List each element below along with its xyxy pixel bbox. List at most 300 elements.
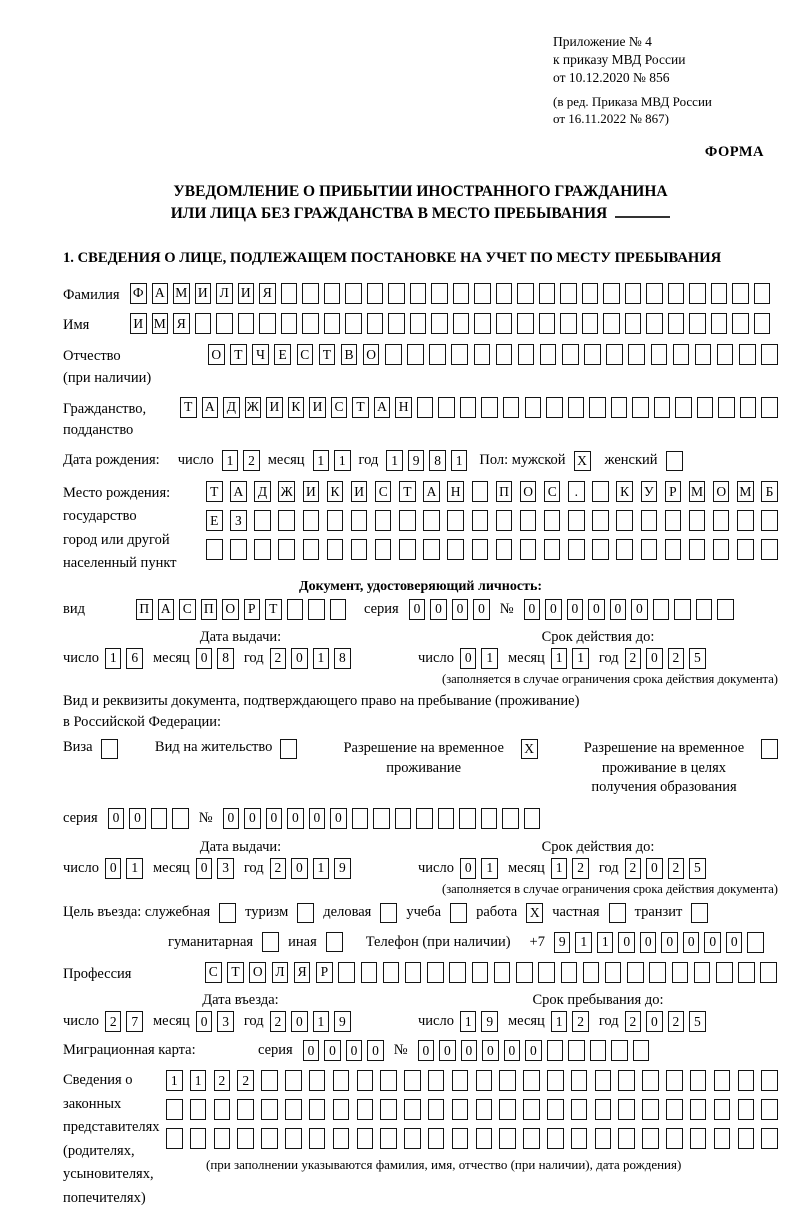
char-cell[interactable] [254,510,271,531]
char-cell[interactable]: А [423,481,440,502]
char-cell[interactable] [642,1099,659,1120]
char-cell[interactable] [324,283,341,304]
char-cell[interactable] [547,1099,564,1120]
char-cell[interactable]: Л [272,962,289,983]
char-cell[interactable] [410,313,427,334]
char-cell[interactable]: 0 [460,858,477,879]
char-cell[interactable] [732,313,749,334]
char-cell[interactable]: 0 [291,858,308,879]
char-cell[interactable]: А [152,283,169,304]
char-cell[interactable] [476,1099,493,1120]
char-cell[interactable] [646,313,663,334]
residence-permit-checkbox[interactable] [280,739,297,759]
char-cell[interactable]: А [158,599,175,620]
char-cell[interactable] [460,397,477,418]
char-cell[interactable]: 1 [313,450,330,471]
char-cell[interactable]: 0 [330,808,347,829]
char-cell[interactable] [525,397,542,418]
char-cell[interactable] [590,1040,607,1061]
char-cell[interactable] [261,1070,278,1091]
char-cell[interactable]: Л [216,283,233,304]
char-cell[interactable] [625,283,642,304]
char-cell[interactable]: 2 [243,450,260,471]
char-cell[interactable] [472,962,489,983]
char-cell[interactable]: 0 [291,648,308,669]
char-cell[interactable] [717,344,734,365]
char-cell[interactable]: Ж [245,397,262,418]
char-cell[interactable]: Д [223,397,240,418]
char-cell[interactable]: В [341,344,358,365]
char-cell[interactable] [571,1099,588,1120]
char-cell[interactable]: 2 [625,648,642,669]
char-cell[interactable] [431,313,448,334]
char-cell[interactable] [357,1128,374,1149]
char-cell[interactable] [452,1099,469,1120]
char-cell[interactable]: И [351,481,368,502]
char-cell[interactable] [423,510,440,531]
char-cell[interactable] [416,808,433,829]
char-cell[interactable] [452,1128,469,1149]
char-cell[interactable] [324,313,341,334]
char-cell[interactable] [428,1070,445,1091]
char-cell[interactable] [474,313,491,334]
char-cell[interactable] [616,539,633,560]
char-cell[interactable]: 1 [334,450,351,471]
char-cell[interactable] [651,344,668,365]
char-cell[interactable] [641,539,658,560]
char-cell[interactable] [668,283,685,304]
char-cell[interactable]: 0 [683,932,700,953]
char-cell[interactable] [761,510,778,531]
char-cell[interactable] [690,1099,707,1120]
char-cell[interactable] [560,283,577,304]
char-cell[interactable]: Т [206,481,223,502]
char-cell[interactable]: 0 [452,599,469,620]
char-cell[interactable]: 8 [429,450,446,471]
char-cell[interactable] [713,539,730,560]
char-cell[interactable] [481,397,498,418]
char-cell[interactable] [544,539,561,560]
char-cell[interactable] [453,283,470,304]
char-cell[interactable] [214,1099,231,1120]
char-cell[interactable]: 0 [196,648,213,669]
char-cell[interactable] [547,1070,564,1091]
temp-residence-checkbox[interactable]: X [521,739,538,759]
char-cell[interactable]: 2 [668,1011,685,1032]
char-cell[interactable]: Т [352,397,369,418]
char-cell[interactable]: 8 [217,648,234,669]
char-cell[interactable]: С [375,481,392,502]
char-cell[interactable]: 1 [575,932,592,953]
char-cell[interactable] [309,1128,326,1149]
char-cell[interactable] [352,808,369,829]
sex-male-checkbox[interactable]: X [574,451,591,471]
char-cell[interactable]: 0 [108,808,125,829]
char-cell[interactable] [385,344,402,365]
char-cell[interactable] [523,1070,540,1091]
char-cell[interactable] [711,313,728,334]
char-cell[interactable]: 0 [367,1040,384,1061]
char-cell[interactable] [423,539,440,560]
char-cell[interactable]: Т [265,599,282,620]
char-cell[interactable] [166,1128,183,1149]
char-cell[interactable] [238,313,255,334]
char-cell[interactable] [582,283,599,304]
char-cell[interactable] [230,539,247,560]
char-cell[interactable] [190,1099,207,1120]
char-cell[interactable] [738,1070,755,1091]
char-cell[interactable]: 5 [689,858,706,879]
char-cell[interactable]: 0 [430,599,447,620]
char-cell[interactable]: А [230,481,247,502]
char-cell[interactable] [303,510,320,531]
char-cell[interactable] [689,510,706,531]
char-cell[interactable] [672,962,689,983]
char-cell[interactable]: 0 [105,858,122,879]
char-cell[interactable] [642,1070,659,1091]
char-cell[interactable] [737,539,754,560]
char-cell[interactable]: 1 [190,1070,207,1091]
char-cell[interactable] [302,313,319,334]
char-cell[interactable] [694,962,711,983]
purpose-work-checkbox[interactable]: X [526,903,543,923]
char-cell[interactable] [428,1128,445,1149]
char-cell[interactable]: 0 [588,599,605,620]
char-cell[interactable]: 1 [222,450,239,471]
char-cell[interactable]: Е [206,510,223,531]
char-cell[interactable] [665,510,682,531]
char-cell[interactable]: Я [173,313,190,334]
char-cell[interactable]: 1 [481,858,498,879]
char-cell[interactable]: 2 [625,858,642,879]
char-cell[interactable]: 0 [244,808,261,829]
char-cell[interactable]: 1 [551,1011,568,1032]
char-cell[interactable]: 1 [572,648,589,669]
char-cell[interactable] [562,344,579,365]
char-cell[interactable] [428,1099,445,1120]
char-cell[interactable]: 0 [631,599,648,620]
char-cell[interactable]: С [331,397,348,418]
char-cell[interactable]: 6 [126,648,143,669]
char-cell[interactable]: 3 [217,858,234,879]
char-cell[interactable]: 2 [572,858,589,879]
char-cell[interactable] [309,1070,326,1091]
char-cell[interactable]: К [327,481,344,502]
char-cell[interactable] [732,283,749,304]
char-cell[interactable] [451,344,468,365]
char-cell[interactable] [761,1128,778,1149]
char-cell[interactable] [367,313,384,334]
char-cell[interactable]: 1 [551,648,568,669]
char-cell[interactable]: Р [665,481,682,502]
char-cell[interactable] [611,397,628,418]
char-cell[interactable] [452,1070,469,1091]
char-cell[interactable] [206,539,223,560]
char-cell[interactable] [523,1099,540,1120]
char-cell[interactable]: 0 [196,1011,213,1032]
char-cell[interactable]: 0 [409,599,426,620]
char-cell[interactable] [516,962,533,983]
char-cell[interactable] [539,313,556,334]
char-cell[interactable]: 2 [214,1070,231,1091]
char-cell[interactable] [459,808,476,829]
char-cell[interactable] [666,1070,683,1091]
char-cell[interactable] [517,283,534,304]
char-cell[interactable] [357,1070,374,1091]
char-cell[interactable] [696,599,713,620]
char-cell[interactable] [427,962,444,983]
char-cell[interactable] [499,1099,516,1120]
char-cell[interactable] [166,1099,183,1120]
char-cell[interactable] [383,962,400,983]
char-cell[interactable] [367,283,384,304]
char-cell[interactable] [453,313,470,334]
char-cell[interactable]: 1 [313,858,330,879]
char-cell[interactable]: 0 [418,1040,435,1061]
char-cell[interactable] [595,1128,612,1149]
char-cell[interactable] [518,344,535,365]
char-cell[interactable] [373,808,390,829]
char-cell[interactable]: 0 [482,1040,499,1061]
char-cell[interactable] [327,539,344,560]
char-cell[interactable]: 1 [126,858,143,879]
char-cell[interactable]: И [309,397,326,418]
char-cell[interactable] [546,397,563,418]
char-cell[interactable]: 1 [386,450,403,471]
char-cell[interactable] [714,1128,731,1149]
char-cell[interactable]: З [230,510,247,531]
char-cell[interactable]: 2 [572,1011,589,1032]
char-cell[interactable] [404,1099,421,1120]
char-cell[interactable] [405,962,422,983]
char-cell[interactable]: Ж [278,481,295,502]
char-cell[interactable] [673,344,690,365]
char-cell[interactable] [472,510,489,531]
char-cell[interactable] [568,1040,585,1061]
char-cell[interactable] [431,283,448,304]
char-cell[interactable] [151,808,168,829]
char-cell[interactable]: О [520,481,537,502]
char-cell[interactable] [761,1070,778,1091]
purpose-official-checkbox[interactable] [219,903,236,923]
char-cell[interactable] [646,283,663,304]
char-cell[interactable] [603,313,620,334]
char-cell[interactable] [281,283,298,304]
char-cell[interactable] [653,599,670,620]
char-cell[interactable]: 5 [689,1011,706,1032]
char-cell[interactable]: Т [230,344,247,365]
char-cell[interactable] [407,344,424,365]
char-cell[interactable] [606,344,623,365]
char-cell[interactable] [333,1128,350,1149]
char-cell[interactable] [595,1070,612,1091]
char-cell[interactable] [654,397,671,418]
char-cell[interactable]: 9 [408,450,425,471]
char-cell[interactable] [754,313,771,334]
char-cell[interactable] [449,962,466,983]
char-cell[interactable] [195,313,212,334]
char-cell[interactable] [361,962,378,983]
char-cell[interactable]: 2 [105,1011,122,1032]
char-cell[interactable] [502,808,519,829]
char-cell[interactable] [503,397,520,418]
char-cell[interactable] [278,539,295,560]
char-cell[interactable] [571,1070,588,1091]
char-cell[interactable]: О [363,344,380,365]
char-cell[interactable]: Я [259,283,276,304]
char-cell[interactable]: 0 [646,1011,663,1032]
char-cell[interactable] [716,962,733,983]
char-cell[interactable]: 0 [266,808,283,829]
char-cell[interactable] [287,599,304,620]
char-cell[interactable]: 0 [726,932,743,953]
char-cell[interactable] [603,283,620,304]
char-cell[interactable] [561,962,578,983]
char-cell[interactable] [539,283,556,304]
char-cell[interactable] [237,1099,254,1120]
char-cell[interactable] [308,599,325,620]
char-cell[interactable]: 1 [460,1011,477,1032]
char-cell[interactable]: 9 [334,858,351,879]
char-cell[interactable] [571,1128,588,1149]
char-cell[interactable]: Ч [252,344,269,365]
char-cell[interactable]: 0 [346,1040,363,1061]
purpose-other-checkbox[interactable] [326,932,343,952]
char-cell[interactable] [395,808,412,829]
char-cell[interactable] [740,397,757,418]
char-cell[interactable] [472,539,489,560]
char-cell[interactable] [595,1099,612,1120]
char-cell[interactable] [404,1128,421,1149]
char-cell[interactable]: М [737,481,754,502]
char-cell[interactable] [399,539,416,560]
char-cell[interactable] [717,599,734,620]
char-cell[interactable] [547,1128,564,1149]
purpose-study-checkbox[interactable] [450,903,467,923]
char-cell[interactable]: И [266,397,283,418]
char-cell[interactable] [476,1070,493,1091]
char-cell[interactable]: 1 [551,858,568,879]
purpose-private-checkbox[interactable] [609,903,626,923]
char-cell[interactable]: 2 [625,1011,642,1032]
char-cell[interactable] [278,510,295,531]
char-cell[interactable] [711,283,728,304]
char-cell[interactable] [627,962,644,983]
char-cell[interactable]: Н [395,397,412,418]
char-cell[interactable]: 0 [646,858,663,879]
purpose-transit-checkbox[interactable] [691,903,708,923]
char-cell[interactable] [496,510,513,531]
char-cell[interactable]: 0 [196,858,213,879]
char-cell[interactable]: И [303,481,320,502]
char-cell[interactable] [190,1128,207,1149]
char-cell[interactable] [429,344,446,365]
char-cell[interactable]: 3 [217,1011,234,1032]
char-cell[interactable]: М [173,283,190,304]
char-cell[interactable] [327,510,344,531]
char-cell[interactable] [674,599,691,620]
char-cell[interactable]: 1 [313,1011,330,1032]
char-cell[interactable] [476,1128,493,1149]
char-cell[interactable] [568,510,585,531]
char-cell[interactable]: А [202,397,219,418]
char-cell[interactable] [665,539,682,560]
char-cell[interactable] [718,397,735,418]
char-cell[interactable]: Д [254,481,271,502]
char-cell[interactable] [474,283,491,304]
char-cell[interactable]: 1 [166,1070,183,1091]
char-cell[interactable] [714,1070,731,1091]
char-cell[interactable] [417,397,434,418]
char-cell[interactable]: 0 [524,599,541,620]
char-cell[interactable]: Т [319,344,336,365]
char-cell[interactable]: 2 [270,648,287,669]
char-cell[interactable] [540,344,557,365]
char-cell[interactable]: О [249,962,266,983]
char-cell[interactable] [330,599,347,620]
char-cell[interactable] [668,313,685,334]
char-cell[interactable] [592,481,609,502]
char-cell[interactable]: Я [294,962,311,983]
char-cell[interactable] [632,397,649,418]
char-cell[interactable]: 0 [545,599,562,620]
char-cell[interactable] [388,283,405,304]
char-cell[interactable]: 0 [610,599,627,620]
char-cell[interactable] [582,313,599,334]
char-cell[interactable] [625,313,642,334]
char-cell[interactable] [214,1128,231,1149]
purpose-tourism-checkbox[interactable] [297,903,314,923]
char-cell[interactable]: М [152,313,169,334]
visa-checkbox[interactable] [101,739,118,759]
char-cell[interactable] [351,539,368,560]
char-cell[interactable] [447,539,464,560]
char-cell[interactable]: 0 [504,1040,521,1061]
char-cell[interactable] [404,1070,421,1091]
char-cell[interactable] [697,397,714,418]
char-cell[interactable]: С [297,344,314,365]
char-cell[interactable] [254,539,271,560]
char-cell[interactable] [380,1070,397,1091]
char-cell[interactable] [689,539,706,560]
char-cell[interactable]: М [689,481,706,502]
char-cell[interactable]: 0 [618,932,635,953]
char-cell[interactable]: Е [274,344,291,365]
char-cell[interactable]: У [641,481,658,502]
char-cell[interactable] [592,510,609,531]
char-cell[interactable]: 0 [223,808,240,829]
char-cell[interactable]: С [205,962,222,983]
char-cell[interactable] [739,344,756,365]
char-cell[interactable] [583,962,600,983]
char-cell[interactable] [560,313,577,334]
char-cell[interactable]: П [496,481,513,502]
char-cell[interactable] [375,510,392,531]
char-cell[interactable] [666,1099,683,1120]
char-cell[interactable] [568,397,585,418]
char-cell[interactable]: С [179,599,196,620]
char-cell[interactable]: 2 [270,1011,287,1032]
char-cell[interactable] [285,1128,302,1149]
char-cell[interactable] [761,397,778,418]
char-cell[interactable]: 0 [303,1040,320,1061]
char-cell[interactable]: К [616,481,633,502]
char-cell[interactable]: 2 [237,1070,254,1091]
char-cell[interactable] [618,1128,635,1149]
char-cell[interactable]: 0 [129,808,146,829]
purpose-business-checkbox[interactable] [380,903,397,923]
char-cell[interactable] [642,1128,659,1149]
